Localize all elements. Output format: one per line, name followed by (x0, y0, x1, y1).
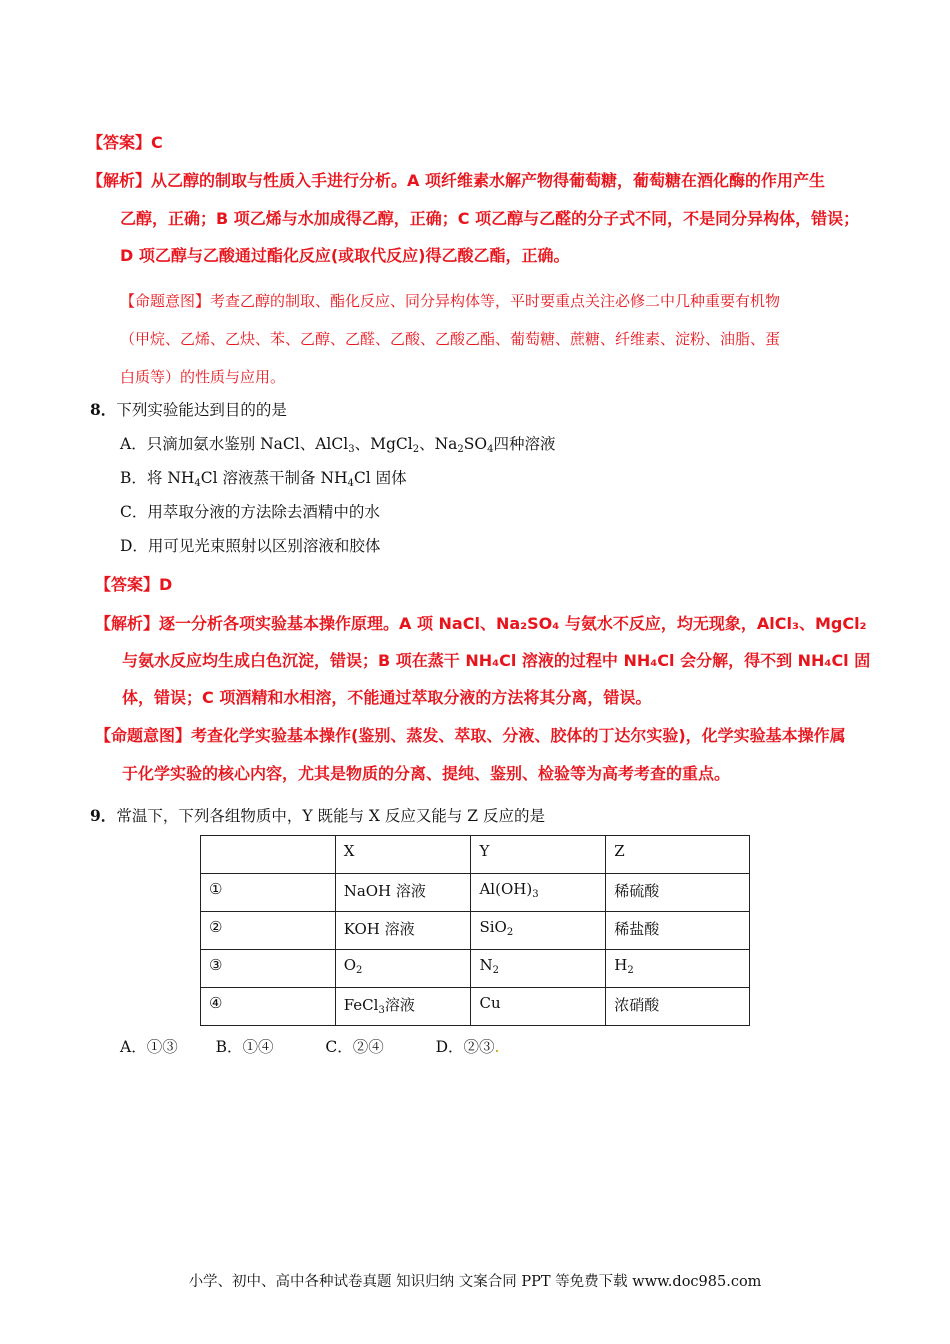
q7-intent-line-2: （甲烷、乙烯、乙炔、苯、乙醇、乙醛、乙酸、乙酸乙酯、葡萄糖、蔗糖、纤维素、淀粉、油脂、蛋 (120, 330, 781, 348)
answer-tag: 【答案】 (87, 133, 152, 152)
analysis-tag: 【解析】 (87, 171, 152, 190)
question-number: 9 (90, 806, 101, 825)
cell-z: $H_2$ (606, 950, 750, 988)
q8-intent-line-1 (95, 723, 846, 746)
q7-intent-line-3: 白质等）的性质与应用。 (120, 368, 286, 386)
header-cell (201, 836, 336, 874)
choice-a: A．①③ (120, 1038, 178, 1056)
table-row (201, 912, 750, 950)
table-row (201, 950, 750, 988)
answer-tag: 【答案】 (95, 575, 160, 594)
analysis-text: 从乙醇的制取与性质入手进行分析。A 项纤维素水解产物得葡萄糖，葡萄糖在酒化酶的作用产生 (151, 171, 825, 190)
analysis-tag: 【解析】 (95, 614, 160, 633)
q8-option-c: C．用萃取分液的方法除去酒精中的水 (120, 503, 380, 521)
trailing-dot: . (494, 1038, 500, 1056)
footer-text: 小学、初中、高中各种试卷真题 知识归纳 文案合同 PPT 等免费下载 www.doc985.com (188, 1274, 762, 1290)
q7-analysis-line-2: 乙醇，正确；B 项乙烯与水加成得乙醇，正确；C 项乙醇与乙醛的分子式不同，不是同分异构体，错误； (120, 209, 860, 228)
cell-z: 浓硝酸 (606, 988, 750, 1026)
cell-x: FeCl$_3$溶液 (335, 988, 471, 1026)
row-number: ③ (201, 950, 336, 988)
cell-x: $O_2$ (335, 950, 471, 988)
q7-answer (87, 130, 163, 153)
row-number: ④ (201, 988, 336, 1026)
table-header-row (201, 836, 750, 874)
cell-y: Cu (471, 988, 606, 1026)
row-number: ② (201, 912, 336, 950)
q7-analysis-line-3: D 项乙醇与乙酸通过酯化反应(或取代反应)得乙酸乙酯，正确。 (120, 246, 570, 265)
q9-table (200, 835, 750, 1026)
q8-analysis-line-3: 体，错误；C 项酒精和水相溶，不能通过萃取分液的方法将其分离，错误。 (122, 688, 652, 707)
q8-option-d: D．用可见光束照射以区别溶液和胶体 (120, 537, 381, 555)
cell-y: $N_2$ (471, 950, 606, 988)
cell-x: NaOH 溶液 (335, 874, 471, 912)
question-number: 8 (90, 400, 101, 419)
cell-x: KOH 溶液 (335, 912, 471, 950)
cell-z: 稀盐酸 (606, 912, 750, 950)
q8-analysis-line-2: 与氨水反应均生成白色沉淀，错误；B 项在蒸干 NH₄Cl 溶液的过程中 NH₄Cl 会分解，得不到 NH₄Cl 固 (122, 651, 871, 670)
intent-text: 考查化学实验基本操作(鉴别、蒸发、萃取、分液、胶体的丁达尔实验)，化学实验基本操作属 (191, 726, 846, 745)
q7-analysis-line-1 (87, 168, 825, 191)
question-text: 常温下，下列各组物质中，Y 既能与 X 反应又能与 Z 反应的是 (116, 807, 545, 825)
row-number: ① (201, 874, 336, 912)
answer-value: C (151, 133, 163, 152)
q7-intent-line-1: 【命题意图】考查乙醇的制取、酯化反应、同分异构体等，平时要重点关注必修二中几种重要有机物 (120, 292, 781, 310)
q8-option-a: A．只滴加氨水鉴别 NaCl、AlCl$_3$、MgCl$_2$、$Na_2SO_4$四种溶液 (120, 435, 556, 455)
choice-c: C．②④ (325, 1038, 384, 1056)
analysis-text: 逐一分析各项实验基本操作原理。A 项 NaCl、Na₂SO₄ 与氨水不反应，均无现象，AlCl₃、MgCl₂ (159, 614, 867, 633)
answer-value: D (159, 575, 173, 594)
q9-choices (120, 1035, 499, 1057)
q8-answer (95, 572, 172, 595)
q8-option-b: B．将 $NH_4Cl$ 溶液蒸干制备 $NH_4Cl$ 固体 (120, 469, 407, 489)
cell-y: SiO$_2$ (471, 912, 606, 950)
intent-tag: 【命题意图】 (95, 726, 192, 745)
choice-d: D．②③ (435, 1038, 495, 1056)
header-cell: Z (606, 836, 750, 874)
cell-z: 稀硫酸 (606, 874, 750, 912)
table-row (201, 988, 750, 1026)
q8-intent-line-2: 于化学实验的核心内容，尤其是物质的分离、提纯、鉴别、检验等为高考考查的重点。 (122, 764, 731, 783)
table-row (201, 874, 750, 912)
cell-y: $Al(OH)_3$ (471, 874, 606, 912)
choice-b: B．①④ (215, 1038, 274, 1056)
q8-analysis-line-1 (95, 611, 867, 634)
q8-stem: 8．下列实验能达到目的的是 (90, 400, 287, 419)
header-cell: X (335, 836, 471, 874)
header-cell: Y (471, 836, 606, 874)
q9-stem: 9．常温下，下列各组物质中，Y 既能与 X 反应又能与 Z 反应的是 (90, 806, 545, 825)
question-text: 下列实验能达到目的的是 (116, 401, 287, 419)
